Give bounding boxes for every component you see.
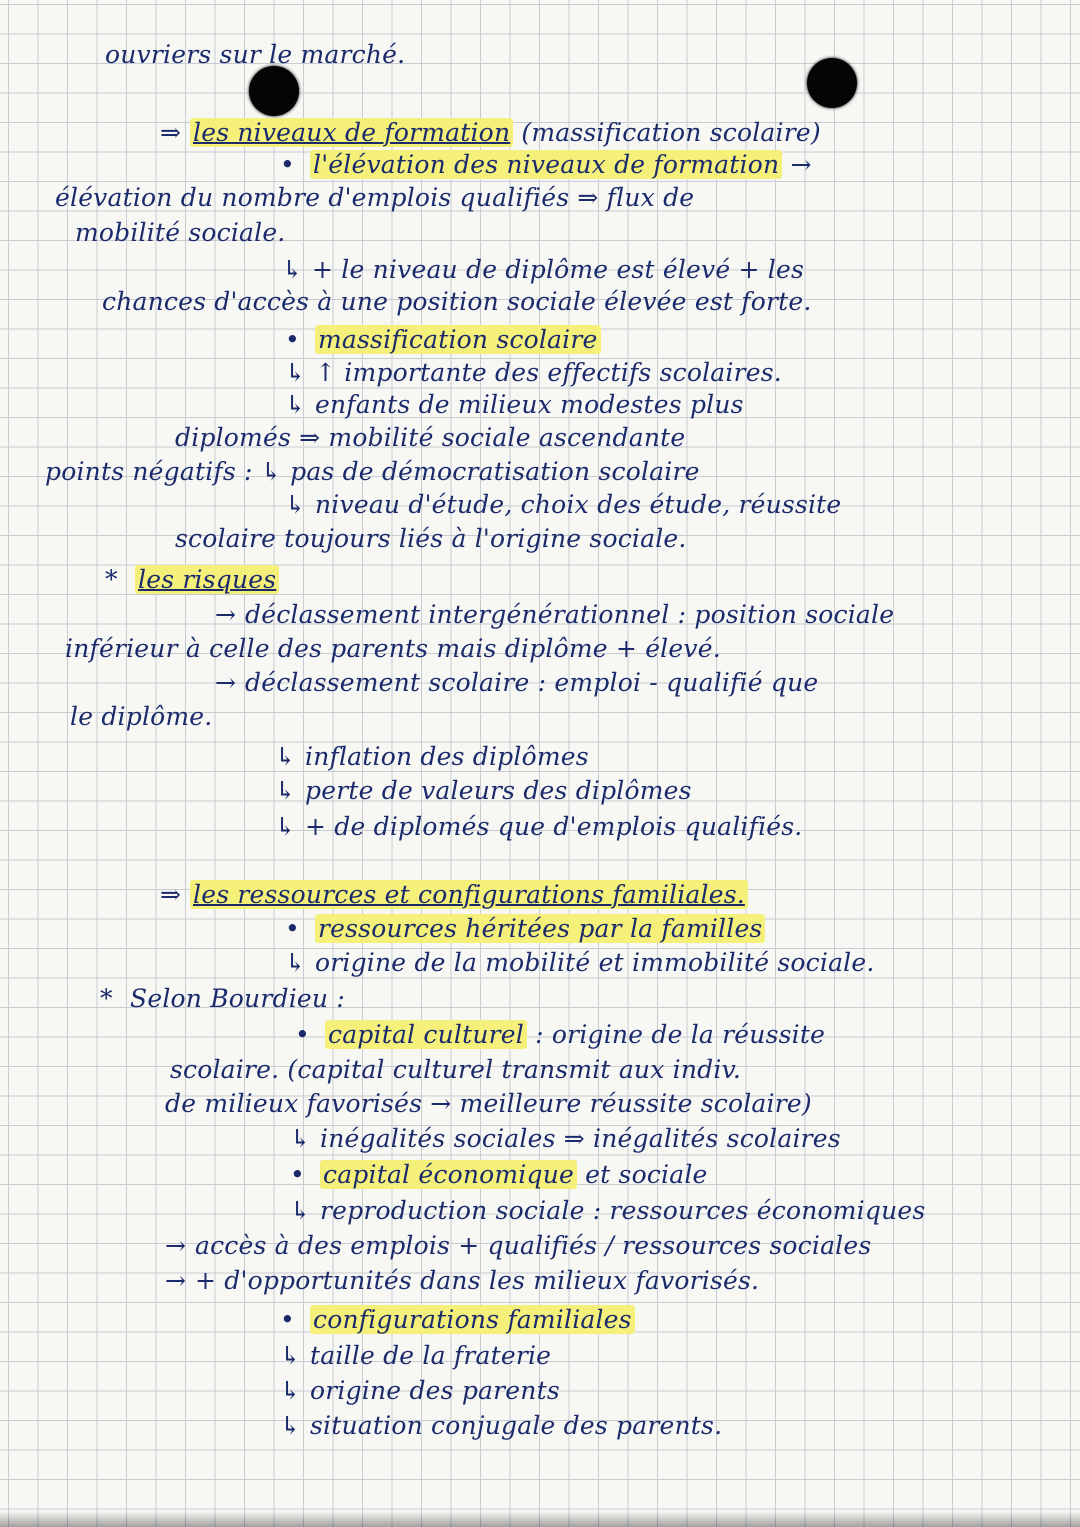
note-line: ⇒ les ressources et configurations familiales. (160, 880, 748, 910)
note-line: • l'élévation des niveaux de formation → (280, 150, 812, 179)
binder-hole-left (249, 66, 299, 116)
note-line: • capital culturel : origine de la réussite (295, 1020, 826, 1049)
note-line: ↳ inflation des diplômes (275, 742, 589, 771)
note-line: scolaire toujours liés à l'origine sociale. (175, 524, 687, 553)
note-line: ouvriers sur le marché. (105, 40, 406, 69)
note-line: ↳ reproduction sociale : ressources économiques (290, 1196, 926, 1225)
note-line: diplomés ⇒ mobilité sociale ascendante (175, 423, 686, 452)
note-line: mobilité sociale. (75, 218, 286, 247)
note-line: le diplôme. (70, 702, 213, 731)
note-line: élévation du nombre d'emplois qualifiés ⇒ flux de (55, 183, 695, 212)
note-line: points négatifs : ↳ pas de démocratisation scolaire (45, 457, 700, 486)
note-line: * Selon Bourdieu : (100, 984, 345, 1013)
note-line: inférieur à celle des parents mais diplôme + élevé. (65, 634, 721, 663)
note-line: ↳ enfants de milieux modestes plus (285, 390, 744, 419)
note-line: → accès à des emplois + qualifiés / ressources sociales (165, 1231, 872, 1260)
note-line: ↳ + de diplomés que d'emplois qualifiés. (275, 812, 803, 841)
note-line: ⇒ les niveaux de formation (massification scolaire) (160, 118, 821, 147)
note-line: ↳ origine de la mobilité et immobilité sociale. (285, 948, 875, 977)
note-line: ↳ situation conjugale des parents. (280, 1411, 723, 1440)
note-line: ↳ taille de la fraterie (280, 1341, 552, 1370)
note-line: • capital économique et sociale (290, 1160, 708, 1189)
note-line: ↳ inégalités sociales ⇒ inégalités scolaires (290, 1124, 841, 1153)
page-bottom-shadow (0, 1511, 1080, 1527)
note-line: * les risques (105, 565, 279, 595)
note-line: ↳ ↑ importante des effectifs scolaires. (285, 358, 782, 387)
note-line: → + d'opportunités dans les milieux favorisés. (165, 1266, 760, 1295)
note-line: ↳ perte de valeurs des diplômes (275, 776, 692, 805)
note-line: scolaire. (capital culturel transmit aux indiv. (170, 1055, 742, 1084)
note-line: • ressources héritées par la familles (285, 914, 765, 944)
note-line: → déclassement intergénérationnel : position sociale (215, 600, 895, 629)
note-line: de milieux favorisés → meilleure réussite scolaire) (165, 1089, 812, 1118)
binder-hole-right (807, 58, 857, 108)
note-line: • massification scolaire (285, 325, 601, 355)
note-line: • configurations familiales (280, 1305, 635, 1335)
note-line: ↳ niveau d'étude, choix des étude, réussite (285, 490, 842, 519)
note-line: chances d'accès à une position sociale élevée est forte. (102, 287, 812, 316)
note-line: → déclassement scolaire : emploi - qualifié que (215, 668, 819, 697)
note-line: ↳ + le niveau de diplôme est élevé + les (282, 255, 805, 284)
note-line: ↳ origine des parents (280, 1376, 560, 1405)
